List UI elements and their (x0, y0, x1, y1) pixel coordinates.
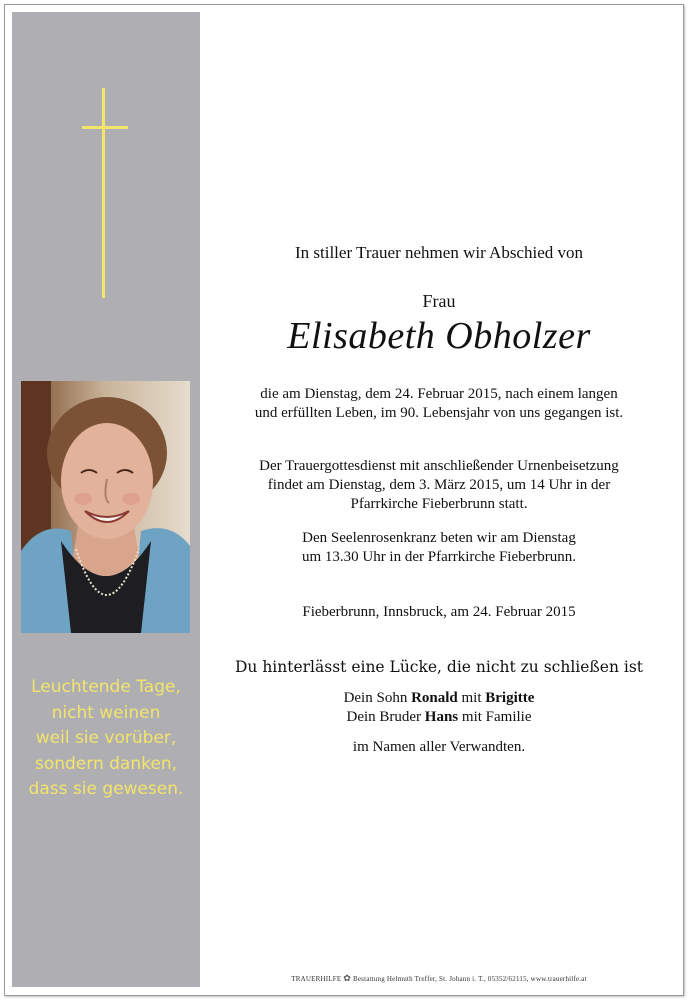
mourner-name: Ronald (411, 690, 458, 706)
poem (12, 675, 200, 803)
footer-info: Bestattung Helmuth Treffer, St. Johann i. T., 05352/62115, www.trauerhilfe.at (352, 975, 587, 983)
death-announcement (200, 385, 678, 423)
motto: Du hinterlässt eine Lücke, die nicht zu schließen ist (234, 658, 644, 676)
rosary-info (200, 529, 678, 567)
poem-line: dass sie gewesen. (28, 779, 184, 799)
poem-line: sondern danken, (34, 753, 177, 774)
leaf-icon: ✿ (343, 973, 352, 983)
funeral-service-info (200, 457, 678, 514)
footer-brand: TRAUERHILFE (291, 975, 342, 983)
text-line: Pfarrkirche Fieberbrunn statt. (350, 496, 528, 512)
text-line: Der Trauergottesdienst mit anschließender Urnenbeisetzung (259, 458, 619, 474)
mourner-partner: Brigitte (485, 690, 535, 706)
mourner-name: Hans (424, 709, 459, 725)
portrait-photo (21, 381, 190, 633)
text-line: findet am Dienstag, dem 3. März 2015, um 14 Uhr in der (267, 477, 611, 493)
mourners-list (200, 689, 678, 727)
text-line: um 13.30 Uhr in der Pfarrkirche Fieberbrunn. (301, 549, 577, 565)
deceased-name: Elisabeth Obholzer (287, 315, 591, 357)
salutation: Frau (422, 291, 456, 311)
place-date: Fieberbrunn, Innsbruck, am 24. Februar 2015 (302, 604, 576, 620)
closing-line: im Namen aller Verwandten. (352, 739, 526, 755)
poem-line: weil sie vorüber, (35, 728, 177, 748)
footer (200, 973, 678, 984)
intro-text: In stiller Trauer nehmen wir Abschied von (294, 243, 583, 262)
text-line: Den Seelenrosenkranz beten wir am Dienstag (302, 530, 576, 546)
text-line: die am Dienstag, dem 24. Februar 2015, nach einem langen (260, 386, 618, 402)
poem-line: Leuchtende Tage, (31, 677, 181, 697)
mourner-line: Dein Bruder Hans mit Familie (346, 709, 532, 725)
poem-line: nicht weinen (51, 702, 161, 723)
mourner-line: Dein Sohn Ronald mit Brigitte (343, 690, 535, 706)
text-line: und erfüllten Leben, im 90. Lebensjahr von uns gegangen ist. (254, 405, 624, 421)
